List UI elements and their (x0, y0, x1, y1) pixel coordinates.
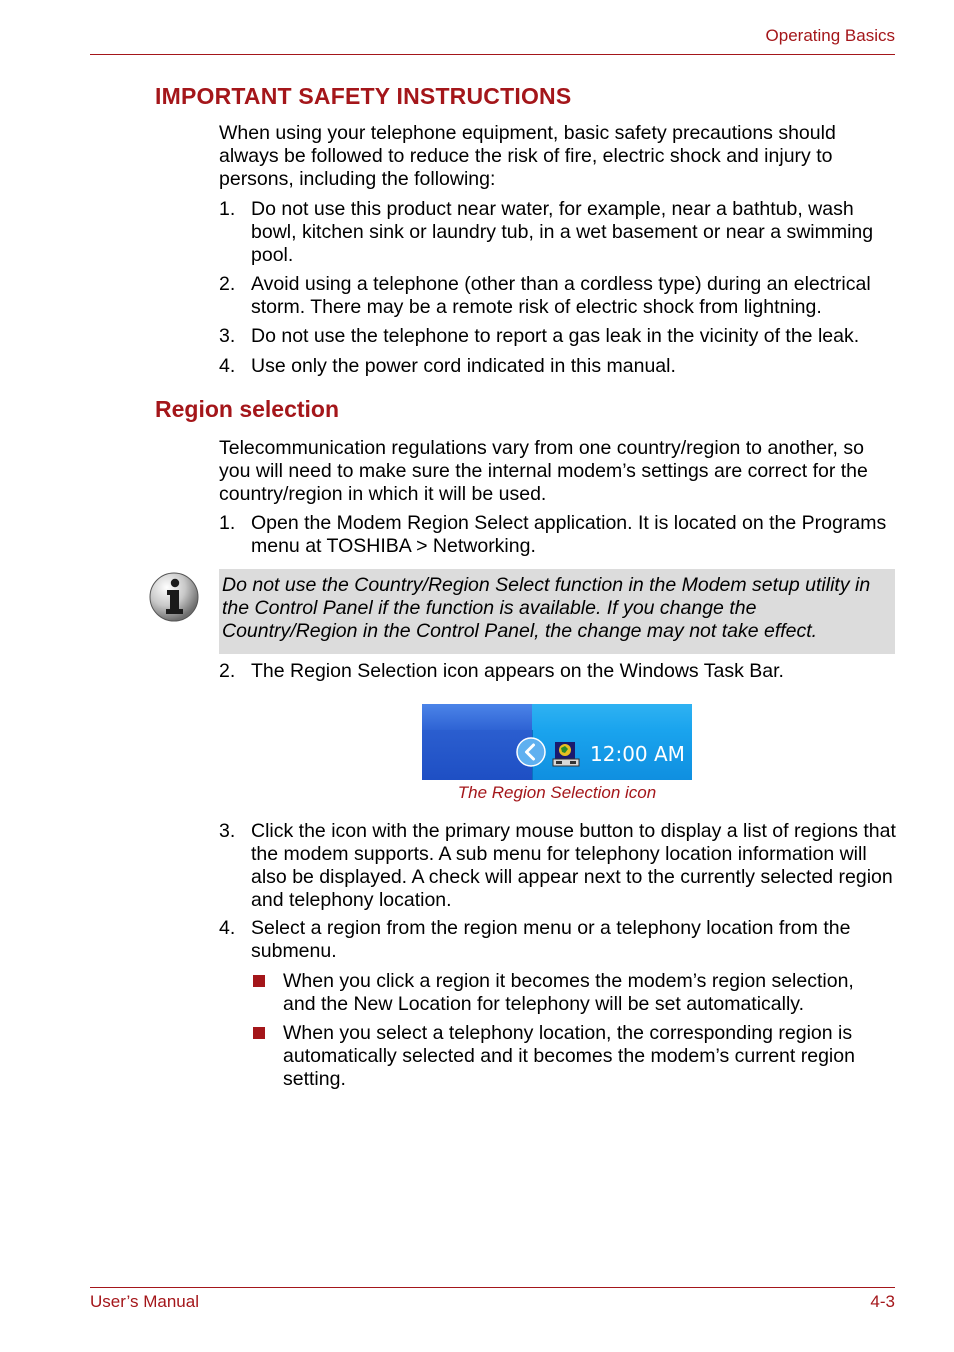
step-item (219, 660, 899, 683)
step-text: Select a region from the region menu or a telephony location from the submenu. (251, 917, 851, 962)
header-rule (90, 54, 895, 55)
region-selection-icon[interactable] (552, 740, 580, 768)
footer-rule (90, 1287, 895, 1288)
page-number: 4-3 (870, 1292, 895, 1311)
bullet-item (251, 970, 891, 1016)
bullet-text: When you click a region it becomes the modem’s region selection, and the New Location for telephony will be set automatically. (283, 970, 854, 1015)
safety-intro: When using your telephone equipment, basic safety precautions should always be followed to reduce the risk of fire, electric shock and injury to persons, including the following: (219, 122, 836, 190)
bullet-item (251, 1022, 891, 1091)
region-intro: Telecommunication regulations vary from one country/region to another, so you will need to make sure the internal modem’s settings are correct for the country/region in which it will be used. (219, 437, 868, 505)
bullet-square-icon (253, 975, 265, 987)
step-number: 1. (219, 512, 236, 534)
safety-heading: IMPORTANT SAFETY INSTRUCTIONS (155, 83, 572, 109)
figure-caption: The Region Selection icon (457, 783, 657, 802)
list-number: 2. (219, 273, 236, 295)
list-item (219, 198, 899, 267)
list-text: Avoid using a telephone (other than a cordless type) during an electrical storm. There may be a remote risk of electric shock from lightning. (251, 273, 871, 318)
list-text: Do not use this product near water, for example, near a bathtub, wash bowl, kitchen sink or laundry tub, in a wet basement or near a swimming pool. (251, 198, 874, 266)
info-icon (148, 571, 200, 623)
step-item (219, 917, 899, 963)
tray-clock[interactable]: 12:00 AM (590, 742, 685, 766)
step-item (219, 512, 899, 558)
list-text: Do not use the telephone to report a gas leak in the vicinity of the leak. (251, 325, 860, 347)
step-text: Click the icon with the primary mouse button to display a list of regions that the modem supports. A sub menu for telephony location information will also be displayed. A check will appear next to the currently selected region and telephony location. (251, 820, 896, 911)
footer-title: User’s Manual (90, 1292, 199, 1311)
list-item (219, 355, 899, 378)
note-text: Do not use the Country/Region Select function in the Modem setup utility in the Control Panel if the function is available. If you change the Country/Region in the Control Panel, the change may not take effect. (222, 574, 871, 642)
region-heading: Region selection (155, 396, 340, 422)
list-item (219, 273, 899, 319)
running-header: Operating Basics (765, 26, 895, 45)
bullet-square-icon (253, 1027, 265, 1039)
step-text: Open the Modem Region Select application. It is located on the Programs menu at TOSHIBA > Networking. (251, 512, 887, 557)
list-number: 4. (219, 355, 236, 377)
note-box (219, 569, 895, 654)
step-number: 4. (219, 917, 236, 939)
taskbar-screenshot (422, 704, 692, 780)
list-number: 3. (219, 325, 236, 347)
list-item (219, 325, 899, 348)
list-text: Use only the power cord indicated in this manual. (251, 355, 676, 377)
bullet-text: When you select a telephony location, the corresponding region is automatically selected and it becomes the modem’s current region setting. (283, 1022, 855, 1090)
chevron-left-icon[interactable] (516, 737, 546, 767)
list-number: 1. (219, 198, 236, 220)
step-text: The Region Selection icon appears on the Windows Task Bar. (251, 660, 784, 682)
step-number: 3. (219, 820, 236, 842)
step-item (219, 820, 899, 912)
step-number: 2. (219, 660, 236, 682)
